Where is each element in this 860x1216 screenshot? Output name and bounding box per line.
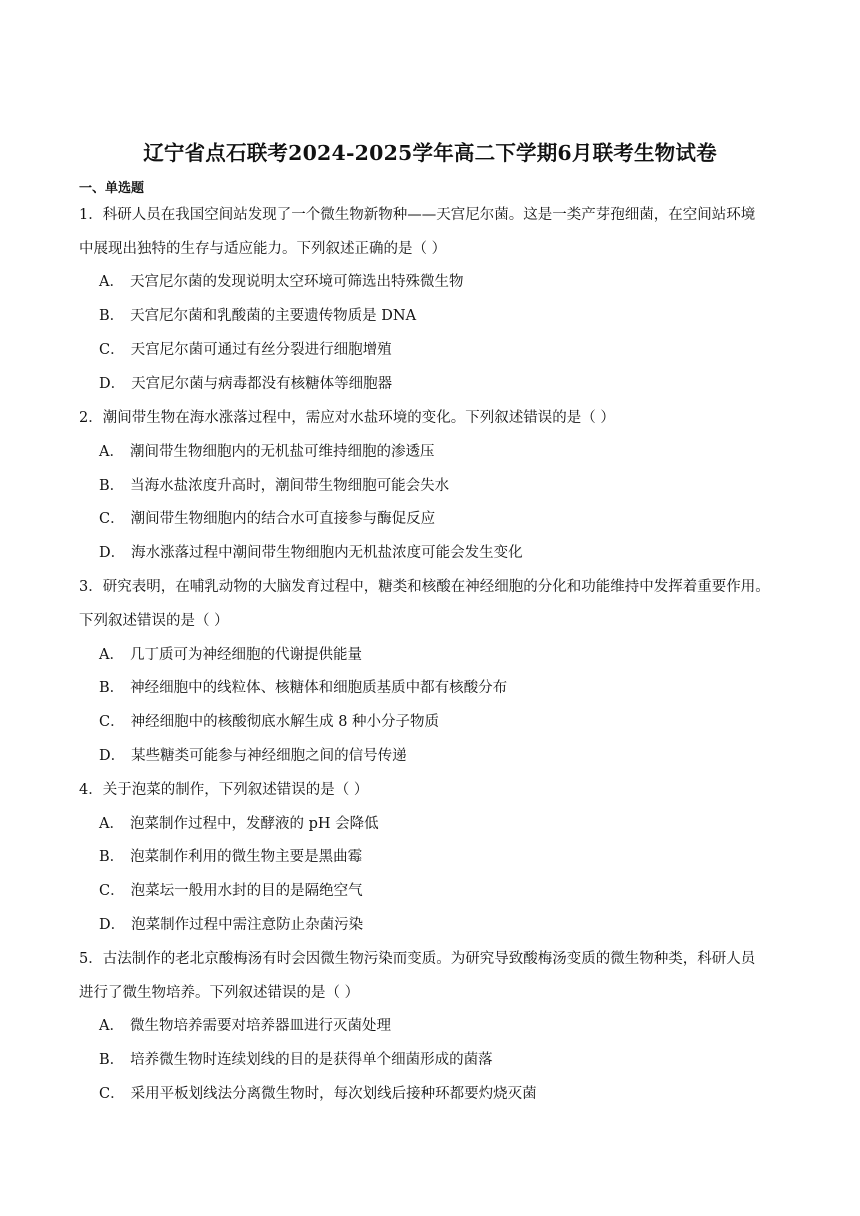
option-text: 培养微生物时连续划线的目的是获得单个细菌形成的菌落 [130, 1052, 493, 1068]
question-stem-line: 4．关于泡菜的制作，下列叙述错误的是（ ） [79, 782, 369, 798]
option-text: 神经细胞中的核酸彻底水解生成 8 种小分子物质 [130, 714, 440, 730]
option-b [99, 676, 507, 697]
option-c [99, 338, 392, 359]
option-text: 泡菜制作过程中需注意防止杂菌污染 [131, 917, 364, 933]
option-label: A． [99, 647, 124, 663]
option-text: 潮间带生物细胞内的结合水可直接参与酶促反应 [130, 511, 436, 527]
option-c [99, 1082, 537, 1103]
exam-title: 辽宁省点石联考2024-2025学年高二下学期6月联考生物试卷 [143, 141, 717, 165]
option-text: 当海水盐浓度升高时，潮间带生物细胞可能会失水 [130, 478, 450, 494]
option-d [99, 541, 523, 562]
option-label: A． [99, 1018, 124, 1034]
option-d [99, 744, 407, 765]
question-stem-line: 进行了微生物培养。下列叙述错误的是（ ） [79, 985, 360, 1001]
option-a [99, 643, 362, 664]
option-text: 某些糖类可能参与神经细胞之间的信号传递 [131, 748, 407, 764]
option-label: A． [99, 816, 124, 832]
option-label: A． [99, 444, 124, 460]
option-text: 神经细胞中的线粒体、核糖体和细胞质基质中都有核酸分布 [130, 680, 508, 696]
option-label: B． [99, 308, 125, 324]
option-text: 潮间带生物细胞内的无机盐可维持细胞的渗透压 [129, 444, 435, 460]
option-text: 几丁质可为神经细胞的代谢提供能量 [129, 647, 362, 663]
option-c [99, 507, 435, 528]
option-text: 天宫尼尔菌的发现说明太空环境可筛选出特殊微生物 [129, 274, 464, 290]
option-c [99, 879, 363, 900]
option-text: 天宫尼尔菌与病毒都没有核糖体等细胞器 [131, 376, 393, 392]
option-text: 泡菜坛一般用水封的目的是隔绝空气 [130, 883, 363, 899]
option-label: C． [99, 883, 125, 899]
option-text: 微生物培养需要对培养器皿进行灭菌处理 [129, 1018, 391, 1034]
option-b [99, 304, 416, 325]
option-label: B． [99, 478, 125, 494]
question-stem-line: 中展现出独特的生存与适应能力。下列叙述正确的是（ ） [79, 241, 447, 257]
option-text: 天宫尼尔菌和乳酸菌的主要遗传物质是 DNA [130, 308, 417, 324]
option-d [99, 913, 363, 934]
option-label: D． [99, 376, 126, 392]
option-d [99, 372, 392, 393]
question-stem-line: 5．古法制作的老北京酸梅汤有时会因微生物污染而变质。为研究导致酸梅汤变质的微生物种类，科研人员 [79, 951, 756, 967]
option-b [99, 845, 362, 866]
option-text: 泡菜制作利用的微生物主要是黑曲霉 [130, 849, 363, 865]
option-c [99, 710, 439, 731]
option-b [99, 474, 449, 495]
option-label: B． [99, 849, 125, 865]
option-label: D． [99, 748, 126, 764]
option-label: B． [99, 1052, 125, 1068]
option-a [99, 1014, 391, 1035]
option-label: D． [99, 545, 126, 561]
option-b [99, 1048, 493, 1069]
option-label: C． [99, 714, 125, 730]
option-a [99, 270, 463, 291]
option-label: C． [99, 1086, 125, 1102]
question-stem-line: 下列叙述错误的是（ ） [79, 613, 229, 629]
option-label: D． [99, 917, 126, 933]
option-label: C． [99, 511, 125, 527]
option-a [99, 812, 379, 833]
question-stem-line: 2．潮间带生物在海水涨落过程中，需应对水盐环境的变化。下列叙述错误的是（ ） [79, 410, 615, 426]
section-heading: 一、单选题 [79, 181, 145, 196]
question-stem-line: 1．科研人员在我国空间站发现了一个微生物新物种——天宫尼尔菌。这是一类产芽孢细菌，在空间站环境 [79, 207, 756, 223]
option-text: 泡菜制作过程中，发酵液的 pH 会降低 [129, 816, 379, 832]
option-text: 海水涨落过程中潮间带生物细胞内无机盐浓度可能会发生变化 [131, 545, 523, 561]
option-label: C． [99, 342, 125, 358]
option-a [99, 440, 434, 461]
option-label: A． [99, 274, 124, 290]
option-label: B． [99, 680, 125, 696]
question-stem-line: 3．研究表明，在哺乳动物的大脑发育过程中，糖类和核酸在神经细胞的分化和功能维持中发挥着重要作用。 [79, 579, 770, 595]
option-text: 采用平板划线法分离微生物时，每次划线后接种环都要灼烧灭菌 [130, 1086, 537, 1102]
option-text: 天宫尼尔菌可通过有丝分裂进行细胞增殖 [130, 342, 392, 358]
